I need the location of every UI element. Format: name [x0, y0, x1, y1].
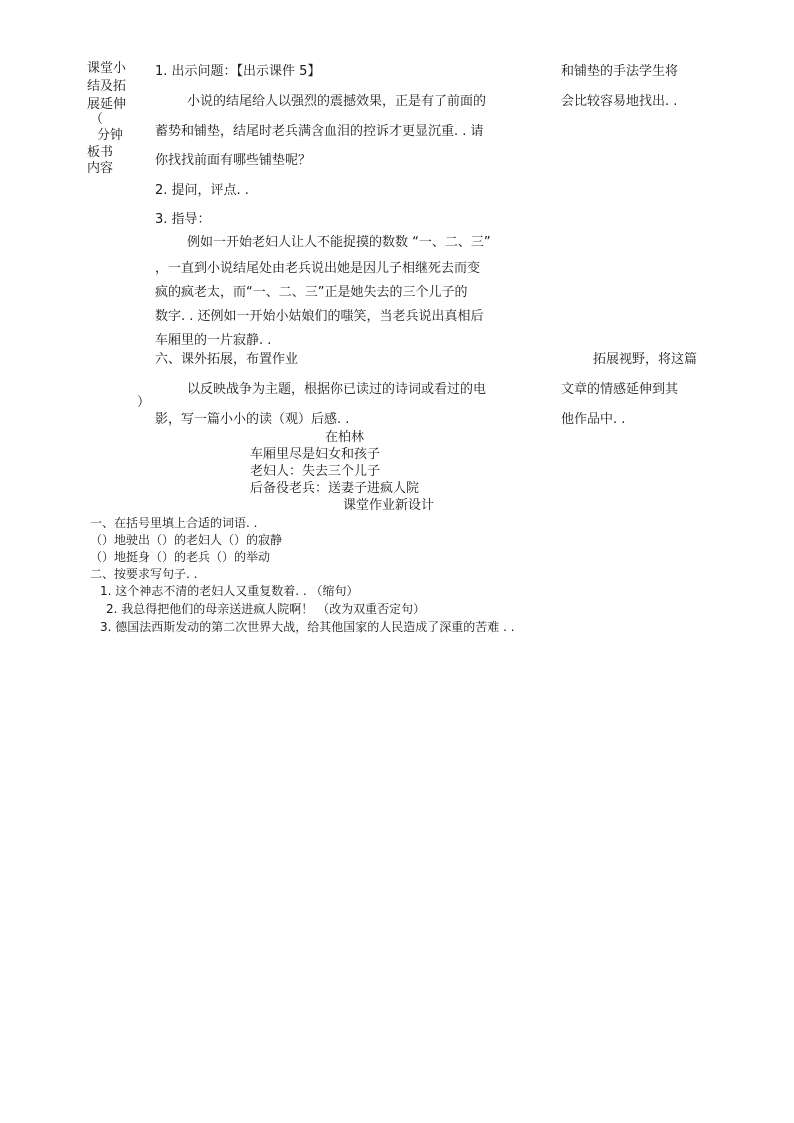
board-line-2: 老妇人：失去三个儿子: [250, 464, 381, 479]
left-label-line-3: 展延伸: [87, 97, 127, 112]
step-3-para-line-5: 车厢里的一片寂静. .: [155, 333, 272, 348]
homework-q2: 二、按要求写句子. .: [90, 567, 198, 581]
left-label-line-2: 结及拓: [87, 79, 127, 94]
homework-q2-item-3: 3. 德国法西斯发动的第二次世界大战，给其他国家的人民造成了深重的苦难 . .: [100, 620, 515, 634]
step-3-para-line-2: ，一直到小说结尾处由老兵说出她是因儿子相继死去而变: [155, 261, 481, 276]
right-note-1-line-2: 会比较容易地找出. .: [561, 94, 678, 109]
step-3-para-line-3: 疯的疯老太，而“一、二、三”正是她失去的三个儿子的: [155, 285, 468, 300]
left-label-line-4: （: [90, 112, 104, 127]
right-note-2-line-3: 他作品中. .: [561, 412, 626, 427]
left-label-line-1: 课堂小: [87, 61, 127, 76]
step-3-heading: 3. 指导：: [155, 212, 211, 227]
step-1-heading: 1. 出示问题：【出示课件 5】: [155, 64, 321, 79]
homework-q1-item-1: （）地驶出（）的老妇人（）的寂静: [90, 533, 283, 547]
section-6-body-line-1: 以反映战争为主题，根据你已读过的诗词或看过的电: [187, 382, 487, 397]
step-3-para-line-4: 数字. . 还例如一开始小姑娘们的嗤笑，当老兵说出真相后: [155, 309, 484, 324]
step-2-heading: 2. 提问，评点. .: [155, 183, 249, 198]
step-1-para-line-3: 你找找前面有哪些铺垫呢？: [155, 153, 312, 168]
homework-q1-item-2: （）地挺身（）的老兵（）的举动: [90, 550, 271, 564]
right-note-2-line-1: 拓展视野，将这篇: [593, 352, 698, 367]
step-1-para-line-2: 蓄势和铺垫，结尾时老兵满含血泪的控诉才更显沉重. . 请: [155, 124, 484, 139]
left-label-line-7: 内容: [87, 161, 114, 176]
homework-title: 课堂作业新设计: [343, 498, 435, 513]
right-note-2-line-2: 文章的情感延伸到其: [561, 382, 679, 397]
homework-q2-item-2: 2. 我总得把他们的母亲送进疯人院啊！ （改为双重否定句）: [106, 602, 426, 616]
homework-q1: 一、在括号里填上合适的词语. .: [90, 516, 258, 530]
step-1-para-line-1: 小说的结尾给人以强烈的震撼效果，正是有了前面的: [187, 94, 487, 109]
right-note-1-line-1: 和铺垫的手法学生将: [561, 64, 679, 79]
homework-q2-item-1: 1. 这个神志不清的老妇人又重复数着. . （缩句）: [100, 584, 359, 598]
step-3-para-line-1: 例如一开始老妇人让人不能捉摸的数数 “一、二、三”: [187, 235, 491, 250]
left-label-line-5: 分钟: [97, 128, 124, 143]
section-6-paren: ）: [137, 395, 151, 410]
board-line-3: 后备役老兵：送妻子进疯人院: [250, 481, 420, 496]
left-label-line-6: 板书: [87, 145, 114, 160]
section-6-heading: 六、课外拓展，布置作业: [155, 352, 299, 367]
section-6-body-line-2: 影，写一篇小小的读（观）后感. .: [155, 412, 350, 427]
board-title: 在柏林: [325, 430, 365, 445]
board-line-1: 车厢里尽是妇女和孩子: [250, 447, 381, 462]
